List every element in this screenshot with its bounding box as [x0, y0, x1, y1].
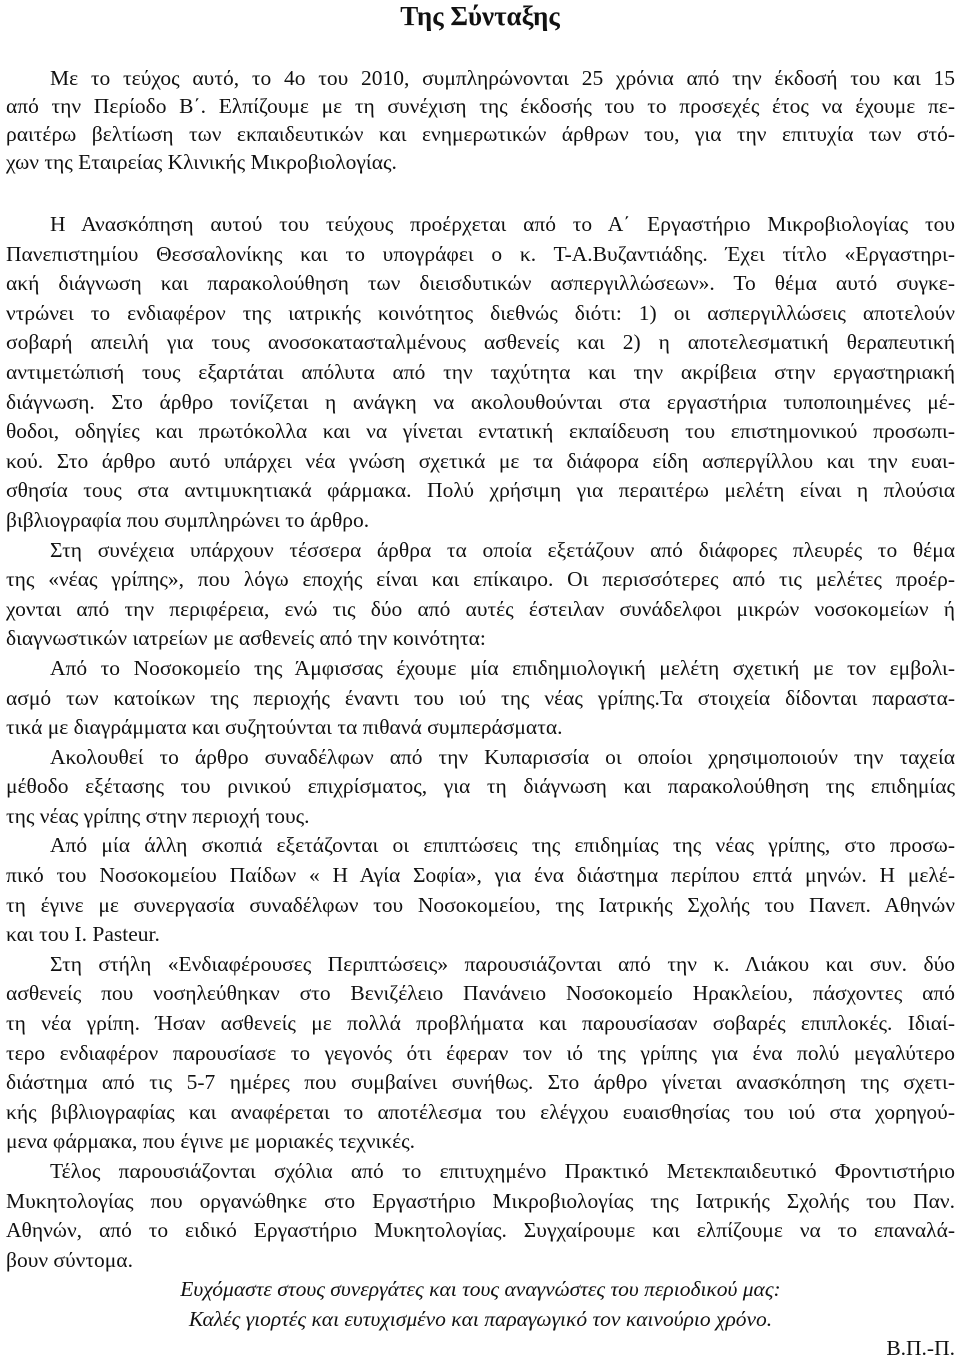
closing-wishes	[6, 1275, 955, 1334]
text-line: τερο ενδιαφέρον παρουσίασε το γεγονός ότι έφεραν τον ιό της γρίπης για ένα πολύ μεγαλύτερο	[6, 1040, 955, 1065]
text-line: Αθηνών, από το ειδικό Εργαστήριο Μυκητολογίας. Συγχαίρουμε και ελπίζουμε να το επαναλά-	[6, 1218, 955, 1243]
text-line: ντρώνει το ενδιαφέρον της ιατρικής κοινότητος διεθνώς διότι: 1) οι ασπεργιλλώσεις αποτελούν	[6, 300, 955, 325]
text-line: τη έγινε με συνεργασία συναδέλφων του Νοσοκομείου, της Ιατρικής Σχολής του Πανεπ. Αθηνών	[6, 892, 955, 917]
text-line: σθησία τους στα αντιμυκητιακά φάρμακα. Πολύ χρήσιμη για περαιτέρω μελέτη είναι η πλούσια	[6, 478, 955, 503]
text-line: χονται από την περιφέρεια, ενώ τις δύο από αυτές έστειλαν συνάδελφοι μικρών νοσοκομείων ή	[6, 596, 955, 621]
text-line: διάγνωση. Στο άρθρο τονίζεται η ανάγκη να ακολουθούνται στα εργαστήρια τυποποιημένες μέ-	[6, 389, 955, 414]
text-line: Από μία άλλη σκοπιά εξετάζονται οι επιπτώσεις της επιδημίας της νέας γρίπης, στο προσω-	[50, 833, 955, 858]
text-line: ασθενείς που νοσηλεύθηκαν στο Βενιζέλειο Πανάνειο Νοσοκομείο Ηρακλείου, πάσχοντες από	[6, 981, 955, 1006]
editorial-body	[6, 210, 955, 1335]
text-line: Πανεπιστημίου Θεσσαλονίκης και το υπογράφει ο κ. Τ-Α.Βυζαντιάδης. Έχει τίτλο «Εργαστηρι-	[6, 241, 955, 266]
paragraph-3	[6, 536, 955, 654]
text-line: Η Ανασκόπηση αυτού του τεύχους προέρχεται από το Α΄ Εργαστήριο Μικροβιολογίας του	[50, 212, 955, 236]
text-line: ασμό των κατοίκων της περιοχής έναντι του ιού της νέας γρίπης.Τα στοιχεία δίδονται παραστα-	[6, 685, 955, 710]
text-line: Μυκητολογίας που οργανώθηκε στο Εργαστήριο Μικροβιολογίας της Ιατρικής Σχολής του Παν.	[6, 1188, 955, 1213]
paragraph-4	[6, 654, 955, 743]
text-line: Τέλος παρουσιάζονται σχόλια από το επιτυχημένο Πρακτικό Μετεκπαιδευτικό Φροντιστήριο	[50, 1159, 955, 1183]
text-line: ραιτέρω βελτίωση των εκπαιδευτικών και ενημερωτικών άρθρων του, για την επιτυχία των στό-	[6, 122, 955, 146]
text-line: της «νέας γρίπης», που λόγω εποχής είναι και επίκαιρο. Οι περισσότερες από τις μελέτες προέρ-	[6, 567, 955, 592]
text-line: βιβλιογραφία που συμπληρώνει το άρθρο.	[6, 507, 370, 532]
closing-line: Ευχόμαστε στους συνεργάτες και τους αναγνώστες του περιοδικού μας:	[180, 1277, 781, 1302]
signature-initials: Β.Π.-Π.	[886, 1336, 955, 1360]
text-line: της νέας γρίπης στην περιοχή τους.	[6, 803, 310, 828]
text-line: κής βιβλιογραφίας και αναφέρεται το αποτέλεσμα του ελέγχου ευαισθησίας του ιού στα χορηγού-	[6, 1099, 955, 1124]
text-line: ακή διάγνωση και παρακολούθηση των διεισδυτικών ασπεργιλλώσεων». Το θέμα αυτό συγκε-	[6, 271, 955, 296]
paragraph-2	[6, 210, 955, 536]
text-line: αντιμετώπισή τους εξαρτάται απόλυτα από την ταχύτητα και την ακρίβεια στην εργαστηριακή	[6, 359, 955, 384]
text-line: βουν σύντομα.	[6, 1247, 133, 1272]
paragraph-7	[6, 950, 955, 1157]
paragraph-6	[6, 831, 955, 949]
text-line: τικά με διαγράμματα και συζητούνται τα πιθανά συμπεράσματα.	[6, 715, 563, 740]
closing-line: Καλές γιορτές και ευτυχισμένο και παραγωγικό τον καινούριο χρόνο.	[188, 1306, 773, 1331]
text-line: και του Ι. Pasteur.	[6, 922, 160, 947]
text-line: Στη συνέχεια υπάρχουν τέσσερα άρθρα τα οποία εξετάζουν από διάφορες πλευρές το θέμα	[50, 537, 955, 562]
text-line: Ακολουθεί το άρθρο συναδέλφων από την Κυπαρισσία οι οποίοι χρησιμοποιούν την ταχεία	[50, 744, 955, 769]
text-line: θοδοι, οδηγίες και πρωτόκολλα και να γίνεται εντατική εκπαίδευση του επιστημονικού προσωπι-	[6, 419, 955, 444]
paragraph-1	[6, 64, 955, 176]
text-line: τη νέα γρίπη. Ήσαν ασθενείς με πολλά προβλήματα και παρουσίασαν σοβαρές επιπλοκές. Ιδιαί-	[6, 1011, 955, 1036]
text-line: κού. Στο άρθρο αυτό υπάρχει νέα γνώση σχετικά με τα διάφορα είδη ασπεργίλλου και την ευαι-	[6, 448, 955, 473]
text-line: διάστημα από τις 5-7 ημέρες που συμβαίνει συνήθως. Στο άρθρο γίνεται ανασκόπηση της σχετι-	[6, 1070, 955, 1095]
text-line: Από το Νοσοκομείο της Άμφισσας έχουμε μία επιδημιολογική μελέτη σχετική με τον εμβολι-	[50, 655, 955, 680]
paragraph-8	[6, 1157, 955, 1275]
text-line: μενα φάρμακα, που έγινε με μοριακές τεχνικές.	[6, 1129, 416, 1154]
text-line: μέθοδο εξέτασης του ρινικού επιχρίσματος, για τη διάγνωση και παρακολούθηση της επιδημίας	[6, 774, 955, 799]
text-line: Στη στήλη «Ενδιαφέρουσες Περιπτώσεις» παρουσιάζονται από την κ. Λιάκου και συν. δύο	[50, 951, 955, 976]
text-line: Με το τεύχος αυτό, το 4ο του 2010, συμπληρώνονται 25 χρόνια από την έκδοσή του και 15	[50, 66, 955, 90]
text-line: από την Περίοδο Β΄. Ελπίζουμε με τη συνέχιση της έκδοσής του το προσεχές έτος να έχουμε πε-	[6, 94, 955, 118]
paragraph-5	[6, 743, 955, 832]
page-title: Της Σύνταξης	[400, 1, 560, 31]
text-line: διαγνωστικών ιατρείων με ασθενείς από την κοινότητα:	[6, 626, 486, 651]
text-line: σοβαρή απειλή για τους ανοσοκατασταλμένους ασθενείς και 2) η αποτελεσματική θεραπευτική	[6, 330, 955, 355]
text-line: χων της Εταιρείας Κλινικής Μικροβιολογίας.	[6, 150, 397, 174]
text-line: πικό του Νοσοκομείου Παίδων « Η Αγία Σοφία», για ένα διάστημα περίπου επτά μηνών. Η μελέ-	[6, 863, 955, 888]
